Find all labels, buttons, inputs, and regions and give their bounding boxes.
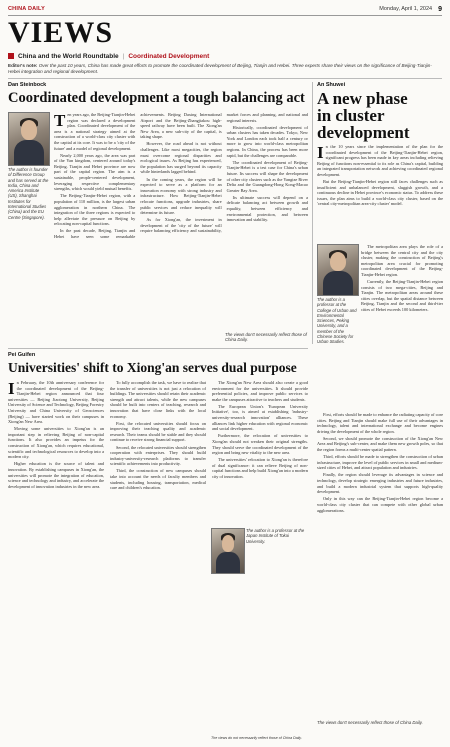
section-title: VIEWS: [8, 16, 114, 49]
editor-note-label: Editor's note:: [8, 63, 38, 68]
headline[interactable]: Coordinated development a tough balancing act: [8, 90, 305, 106]
paragraph: To fully accomplish the task, we have to realize that the transfer of universities is not just a relocation of buildings. The universities should retain their academic strength and attract talents, while the new campuses should be built into centers of teaching, research and innovation that have close links with the local economy.: [110, 380, 206, 419]
byline: Pei Guifen: [8, 352, 36, 358]
paragraph: Third, the construction of new campuses should take into account the needs of faculty members and students, including housing, transportation, medical care and children's education.: [110, 468, 206, 491]
issue-date: Monday, April 1, 2024: [379, 6, 433, 12]
paragraph: The Xiong'an New Area should also create a good environment for the universities. It should provide preferential policies, and improve public services to make the campuses attractive to teachers and students.: [212, 380, 308, 402]
author-caption: The author is a professor at the College of Urban and Environmental Sciences, Peking University, and a member of the Chinese Society for Urban Studies.: [317, 297, 357, 345]
article-body-continued: [317, 412, 443, 717]
article-divider: [8, 348, 308, 349]
paragraph: [8, 380, 104, 425]
paragraph: First, the relocated universities should focus on improving their teaching quality and academic research. Their teams should be stable and they should continue to receive strong financial support.: [110, 420, 206, 443]
kicker-marker-icon: [8, 53, 14, 59]
author-photo: [211, 528, 245, 574]
paragraph: In the past decade, Beijing, Tianjin and Hebei have seen some remarkable achievements. Beijing Daxing International Airport and the Beijing-Zhangjiakou high-speed railway have been built. The Xiong'an New Area, a new sub-city of the capital, is taking shape.: [54, 112, 222, 239]
drop-cap: I: [8, 380, 15, 398]
page-number: 9: [438, 5, 442, 13]
page-header: [8, 4, 442, 14]
headline-line: in cluster: [317, 106, 385, 125]
paragraph: But the Beijing-Tianjin-Hebei region still faces challenges such as insufficient and unbalanced development, sluggish growth, and a continuous decline in Hebei province's economic status. To address these issues, the plan aims to build a world-class city cluster, based on the 'central city-metropolitan area-city cluster' model.: [317, 179, 443, 207]
headline[interactable]: Universities' shift to Xiong'an serves dual purpose: [8, 360, 297, 375]
paragraph-text: en years ago, the Beijing-Tianjin-Hebei region was declared a development plan. Coordinated development of the area is a national strategy aimed at the construction of a world-class city cluster with the capital at its core. It was to be a 'city of the future' and a model of regional development.: [54, 112, 136, 151]
headline-line: A new phase: [317, 89, 408, 108]
paragraph: Currently, the Beijing-Tianjin-Hebei region consists of two mega-cities, Beijing and Tianjin. The metropolitan areas around these cities overlap, but the spatial distance between Beijing, Tianjin and the second and third-tier cities of Hebei exceeds 100 kilometers.: [361, 279, 443, 313]
drop-cap: T: [54, 112, 66, 130]
drop-cap: I: [317, 144, 324, 162]
photo-shoulders: [216, 552, 240, 574]
paragraph: Second, the relocated universities should strengthen cooperation with enterprises. They should build industry-university-research platforms to transfer scientific achievements into productivity.: [110, 444, 206, 467]
kicker-title: China and the World Roundtable: [18, 52, 119, 60]
column-divider: [312, 82, 313, 344]
newspaper-brand: CHINA DAILY: [8, 6, 45, 12]
kicker-subtitle: Coordinated Development: [128, 52, 210, 60]
disclaimer: The views do not necessarily reflect those of China Daily.: [211, 736, 302, 740]
disclaimer: The views don't necessarily reflect those of China Daily.: [317, 720, 423, 725]
paragraph: Only in this way can the Beijing-Tianjin-Hebei region become a world-class city cluster that can compete with other global urban agglomerations.: [317, 496, 443, 513]
paragraph: [54, 112, 135, 151]
article-body-side: [361, 244, 443, 410]
paragraph: In the coming years, the region will be expected to serve as a platform for an innovation economy with strong industry and infrastructure. How Beijing-Tianjin-Hebei relocate functions, upgrade industries, share public services and reduce inequality will determine its future.: [140, 176, 222, 216]
paragraph: Its ultimate success will depend on a delicate balancing act between growth and equality, between efficiency and environmental protection, and between innovation and stability.: [226, 194, 308, 223]
paragraph: Moving some universities to Xiong'an is an important step in relieving Beijing of non-capital functions. It also provides an impetus for the construction of Xiong'an, which requires educational, scientific and technological resources to develop into a modern city.: [8, 426, 104, 460]
page-header-right: [379, 6, 442, 13]
photo-shoulders: [14, 140, 44, 166]
author-photo: [8, 112, 50, 166]
photo-face: [330, 252, 346, 271]
paragraph: Finally, the region should leverage its advantages in science and technology, develop strategic emerging industries and future industries, and build a modern industrial system that supports high-quality development.: [317, 472, 443, 495]
article-body: [8, 380, 308, 735]
byline: An Shuwei: [317, 82, 346, 88]
photo-face: [21, 120, 37, 140]
paragraph: Furthermore, the relocation of universities to Xiong'an should not weaken their original strengths. They should serve the coordinated development of the region and bring new vitality to the new area.: [212, 433, 308, 456]
paragraph: [317, 144, 443, 178]
paragraph: The European Union's 'European University Initiative', too, is aimed at establishing 'industry-university-research innovation' alliances. These alliances link higher education with regional economic and social development.: [212, 403, 308, 432]
headline-line: development: [317, 123, 410, 142]
author-caption: The author is founder of Difference Group and has served at the India, China and America Institute (US), Shanghai Institutes for International Studies (China) and the EU Centre (Singapore).: [8, 167, 49, 220]
photo-face: [222, 535, 235, 552]
roundtable-kicker: [8, 51, 442, 61]
author-photo: [317, 244, 359, 296]
paragraph: Third, efforts should be made to strengthen the construction of urban infrastructure, improve the level of public services in small and medium-sized cities of Hebei, and attract population and industries.: [317, 454, 443, 471]
paragraph: Second, we should promote the construction of the Xiong'an New Area and Beijing's sub-center, and make them new growth poles, so that the region forms a multi-center spatial pattern.: [317, 435, 443, 453]
paragraph: As for Xiong'an, the investment in development of the 'city of the future' will require balancing efficiency and sustainability, market forces and planning, and national and regional interests.: [140, 112, 308, 234]
paragraph: Nearly 2,000 years ago, the area was part of the Yan kingdom, centered around today's Beijing. Tianjin and Hebei province are now part of the capital region. The aim is a sustainable, people-centered development, leveraging respective complementary strengths, which would yield mutual benefits.: [54, 152, 136, 192]
byline: Dan Steinbock: [8, 82, 47, 88]
headline[interactable]: [317, 90, 443, 141]
paragraph: Historically, coordinated development of urban clusters has taken decades. Tokyo, New York and London each took half a century or more to grow into world-class metropolitan regions. In China, the process has been more rapid, but the challenges are comparable.: [226, 124, 308, 158]
paragraph: The coordinated development of Beijing-Tianjin-Hebei is a test case for China's urban future. Its success will shape the development of other city clusters such as the Yangtze River Delta and the Guangdong-Hong Kong-Macao Greater Bay Area.: [226, 159, 308, 193]
paragraph: Higher education is the source of talent and innovation. By establishing campuses in Xiong'an, the universities will promote the integration of education, science and technology and industry, and accelerate the development of innovation industries in the new area.: [8, 461, 104, 489]
disclaimer: The views don't necessarily reflect those of China Daily.: [225, 332, 307, 343]
paragraph: However, the road ahead is not without challenges. Like most megacities, the region must overcome regional disparities and ecological issues. As Beijing has experienced, the population has surged beyond its capacity while hinterlands lagged behind.: [140, 141, 222, 175]
kicker-separator: |: [122, 52, 125, 60]
editor-note-text: Over the past 10 years, China has made great efforts to promote the coordinated development of Beijing, Tianjin and Hebei. Three experts share their views on the significance of Beijing-Tianjin-Hebei integration and regional development.: [8, 63, 432, 74]
photo-shoulders: [323, 271, 353, 296]
paragraph: First, efforts should be made to enhance the radiating capacity of core cities. Beijing and Tianjin should make full use of their advantages in technology, talent and international exchange and become engines driving the development of the whole region.: [317, 412, 443, 434]
section-divider: [8, 78, 442, 79]
paragraph: The metropolitan area plays the role of a bridge between the central city and the city cluster, making the construction of Beijing's metropolitan area crucial for promoting coordinated development of the Beijing-Tianjin-Hebei region.: [361, 244, 443, 277]
paragraph: The universities' relocation to Xiong'an is therefore of dual significance: it can relieve Beijing of non-capital functions and help build Xiong'an into a modern city of innovation.: [212, 457, 308, 479]
paragraph-text: n February, the 10th anniversary conference for the coordinated development of the Beijing-Tianjin-Hebei region announced that four universities — Beijing Jiaotong University, Beijing University of Science and Technology, Beijing Forestry University and China University of Geosciences (Beijing) — have started work on their campuses in Xiong'an New Area.: [8, 380, 104, 425]
author-caption: The author is a professor at the Japan Institute of Tokai University.: [246, 528, 305, 544]
article-body: [54, 112, 308, 332]
paragraph: The Beijing-Tianjin-Hebei region, with a population of 110 million, is the largest urban agglomeration in northern China. The integration of the three regions is expected to help alleviate the pressure on Beijing by relocating non-capital functions.: [54, 193, 136, 227]
paragraph-text: n the 10 years since the implementation of the plan for the coordinated development of the Beijing-Tianjin-Hebei region, significant progress has been made in key areas including relieving Beijing of functions non-essential to its role as China's capital, building an integrated transportation network and achieving coordinated regional development.: [317, 144, 443, 177]
editor-note: [8, 63, 442, 75]
article-body-lead: [317, 144, 443, 240]
